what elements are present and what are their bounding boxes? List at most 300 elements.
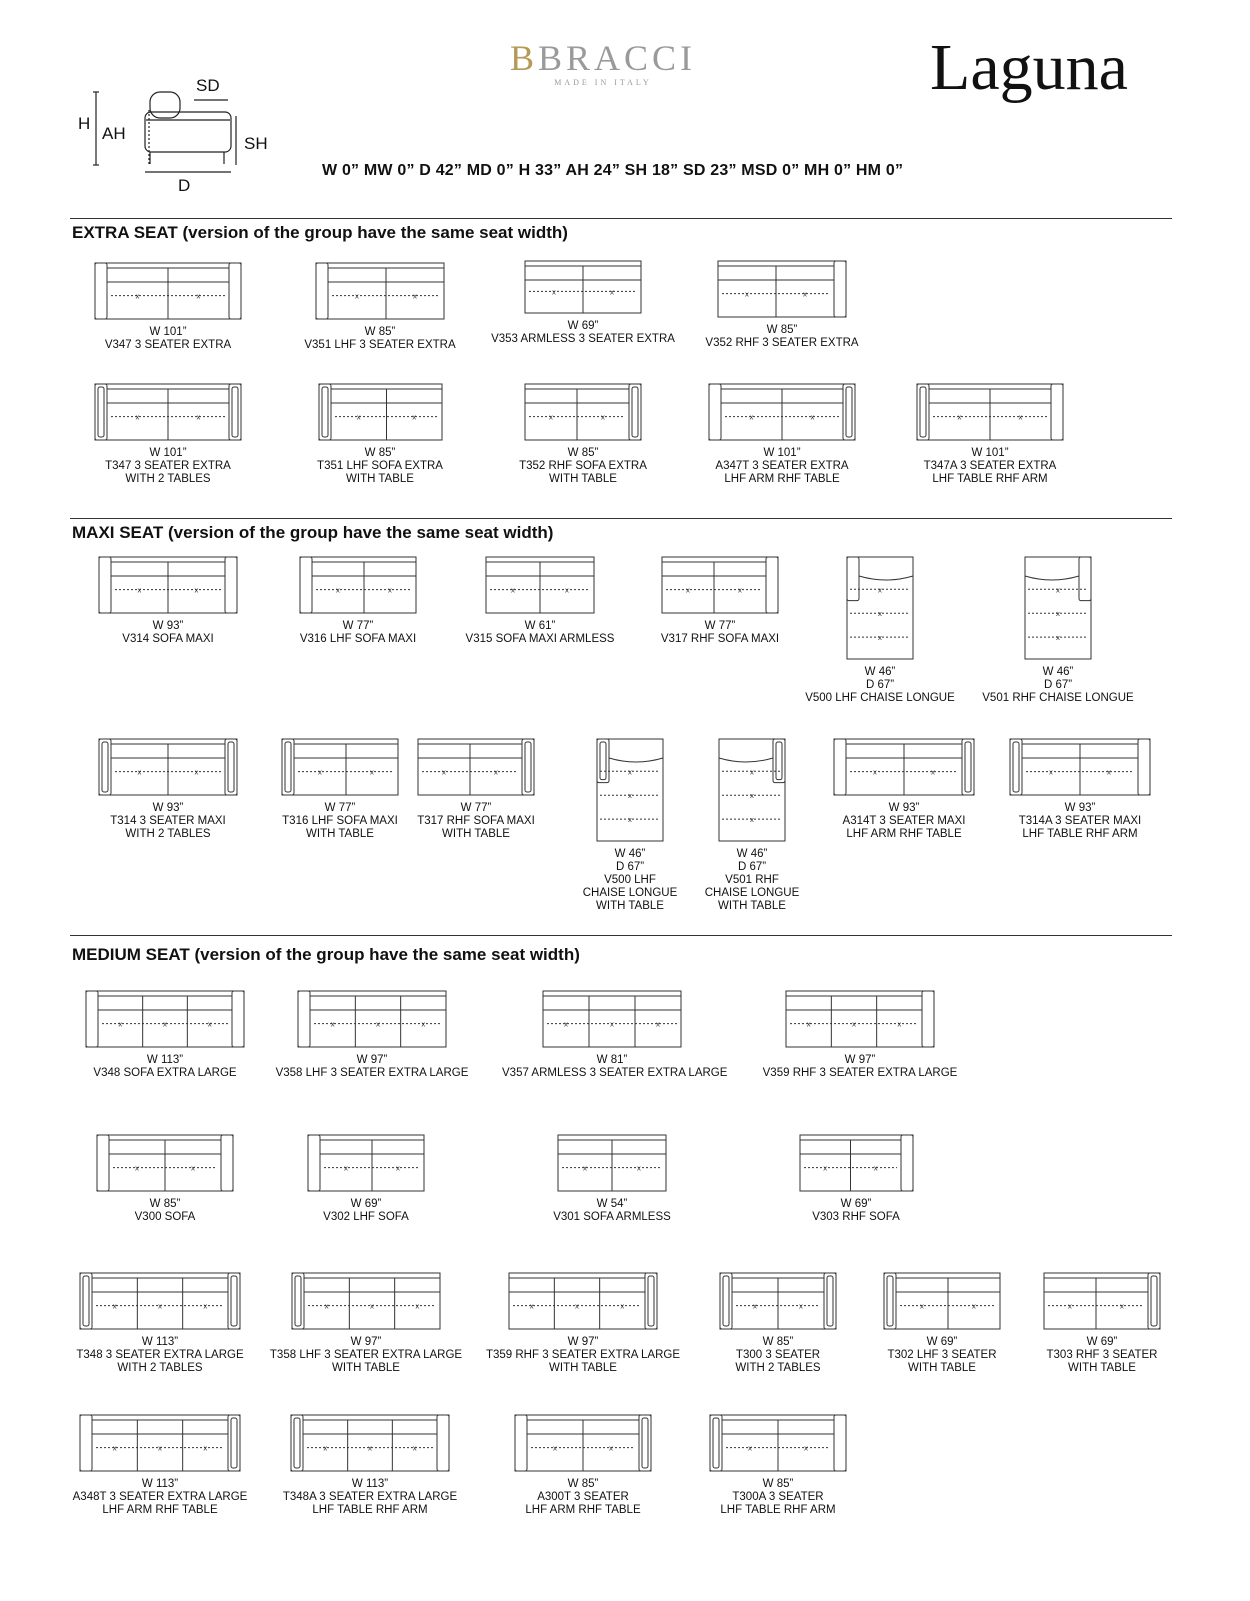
item-width: W 113” xyxy=(351,1478,389,1490)
section-title-maxi: MAXI SEAT (version of the group have the same seat width) xyxy=(72,523,554,542)
sofa-plan-icon xyxy=(299,556,417,614)
sofa-plan-icon xyxy=(709,1414,847,1472)
sofa-configuration-item xyxy=(55,1134,275,1224)
item-width: W 46” xyxy=(736,848,768,860)
svg-text:x: x xyxy=(752,1302,758,1311)
sofa-dimension-diagram xyxy=(78,76,288,200)
item-caption xyxy=(880,447,1100,486)
svg-text:x: x xyxy=(203,1444,208,1453)
item-caption xyxy=(672,324,892,350)
svg-text:x: x xyxy=(802,290,808,299)
svg-text:x: x xyxy=(749,768,755,777)
chaise-longue-plan-icon xyxy=(846,556,914,660)
sofa-plan-icon xyxy=(833,738,975,796)
sofa-configuration-item xyxy=(270,262,490,352)
item-label-line: T348A 3 SEATER EXTRA LARGE xyxy=(282,1491,458,1503)
svg-text:x: x xyxy=(194,586,199,595)
item-width: W 69” xyxy=(567,320,599,332)
item-caption xyxy=(50,1478,270,1517)
sofa-plan-icon xyxy=(661,556,779,614)
sofa-plan-icon xyxy=(524,383,642,441)
item-label-line: D 67” xyxy=(615,861,645,873)
item-width: W 85” xyxy=(567,1478,599,1490)
svg-text:x: x xyxy=(375,1020,381,1029)
item-caption xyxy=(55,1054,275,1080)
item-caption xyxy=(668,1478,888,1517)
svg-text:x: x xyxy=(551,288,557,297)
svg-text:x: x xyxy=(112,1444,117,1453)
sofa-configuration-item xyxy=(50,1414,270,1517)
sofa-plan-icon xyxy=(508,1272,658,1330)
item-width: W 69” xyxy=(350,1198,382,1210)
item-label-line: A348T 3 SEATER EXTRA LARGE xyxy=(72,1491,248,1503)
item-label-line: D 67” xyxy=(737,861,767,873)
item-label-line: V315 SOFA MAXI ARMLESS xyxy=(465,633,615,645)
sofa-plan-icon xyxy=(315,262,445,320)
item-width: W 97” xyxy=(567,1336,599,1348)
dimensions-line: W 0” MW 0” D 42” MD 0” H 33” AH 24” SH 18” SD 23” MSD 0” MH 0” HM 0” xyxy=(322,162,904,179)
item-caption xyxy=(270,326,490,352)
item-width: W 61” xyxy=(524,620,556,632)
sofa-configuration-item xyxy=(58,383,278,486)
svg-text:x: x xyxy=(877,586,883,595)
item-label-line: V300 SOFA xyxy=(134,1211,196,1223)
svg-text:x: x xyxy=(1055,634,1061,643)
item-caption xyxy=(672,447,892,486)
svg-text:x: x xyxy=(190,1164,196,1173)
svg-text:x: x xyxy=(749,413,754,422)
item-label-line: LHF TABLE RHF ARM xyxy=(312,1504,428,1516)
svg-text:x: x xyxy=(655,1020,661,1029)
svg-text:x: x xyxy=(1119,1302,1125,1311)
svg-text:x: x xyxy=(203,1302,208,1311)
item-caption xyxy=(55,1198,275,1224)
item-caption xyxy=(948,666,1168,705)
svg-text:x: x xyxy=(919,1302,925,1311)
item-width: W 85” xyxy=(762,1478,794,1490)
item-label-line: T316 LHF SOFA MAXI xyxy=(282,815,398,827)
svg-text:x: x xyxy=(897,1020,902,1029)
sofa-plan-icon xyxy=(916,383,1064,441)
item-width: W 85” xyxy=(364,447,396,459)
sofa-plan-icon xyxy=(79,1414,241,1472)
svg-text:x: x xyxy=(574,1302,580,1311)
item-caption xyxy=(473,1478,693,1517)
item-label-line: T302 LHF 3 SEATER xyxy=(887,1349,997,1361)
svg-text:x: x xyxy=(803,1444,809,1453)
sofa-configuration-item xyxy=(473,260,693,346)
item-label-line: T358 LHF 3 SEATER EXTRA LARGE xyxy=(269,1349,463,1361)
sofa-plan-icon xyxy=(542,990,682,1048)
item-width: W 46” xyxy=(864,666,896,678)
item-width: W 101” xyxy=(149,326,187,338)
svg-text:x: x xyxy=(112,1302,117,1311)
svg-text:x: x xyxy=(851,1020,857,1029)
item-label-line: WITH TABLE xyxy=(908,1362,976,1374)
item-label-line: LHF ARM RHF TABLE xyxy=(724,473,840,485)
item-label-line: WITH 2 TABLES xyxy=(735,1362,821,1374)
item-label-line: V359 RHF 3 SEATER EXTRA LARGE xyxy=(762,1067,958,1079)
item-label-line: V303 RHF SOFA xyxy=(812,1211,900,1223)
item-width: W 69” xyxy=(926,1336,958,1348)
svg-text:x: x xyxy=(822,1164,827,1173)
sofa-configuration-item xyxy=(473,1414,693,1517)
item-label-line: V500 LHF xyxy=(604,874,656,886)
item-label-line: LHF ARM RHF TABLE xyxy=(846,828,962,840)
svg-text:x: x xyxy=(877,610,883,619)
sofa-plan-icon xyxy=(785,990,935,1048)
item-label-line: WITH 2 TABLES xyxy=(125,473,211,485)
svg-text:x: x xyxy=(196,413,201,422)
sofa-plan-icon xyxy=(717,260,847,318)
svg-text:x: x xyxy=(134,1164,140,1173)
svg-text:x: x xyxy=(1048,768,1054,777)
sofa-configuration-item xyxy=(473,383,693,486)
svg-text:x: x xyxy=(877,634,883,643)
item-width: W 101” xyxy=(763,447,801,459)
item-width: W 113” xyxy=(146,1054,184,1066)
sofa-plan-icon xyxy=(1043,1272,1161,1330)
item-label-line: T352 RHF SOFA EXTRA xyxy=(519,460,647,472)
svg-text:x: x xyxy=(317,768,323,777)
item-label-line: WITH TABLE xyxy=(346,473,414,485)
sofa-plan-icon xyxy=(318,383,443,441)
item-width: W 77” xyxy=(704,620,736,632)
svg-text:x: x xyxy=(1055,610,1061,619)
svg-text:x: x xyxy=(609,288,615,297)
sofa-configuration-item xyxy=(256,1134,476,1224)
item-label-line: V317 RHF SOFA MAXI xyxy=(660,633,780,645)
svg-text:x: x xyxy=(548,413,554,422)
item-width: W 101” xyxy=(149,447,187,459)
item-label-line: T303 RHF 3 SEATER xyxy=(1046,1349,1158,1361)
sofa-configuration-item xyxy=(970,738,1190,841)
section-title-extra: EXTRA SEAT (version of the group have the same seat width) xyxy=(72,223,568,242)
sofa-plan-icon xyxy=(799,1134,914,1192)
item-caption xyxy=(750,1054,970,1080)
sofa-configuration-item xyxy=(880,383,1100,486)
item-label-line: D 67” xyxy=(1043,679,1073,691)
logo-wordmark: BBRACCI xyxy=(509,38,697,78)
item-label-line: T300 3 SEATER xyxy=(735,1349,821,1361)
item-label-line: A347T 3 SEATER EXTRA xyxy=(715,460,849,472)
svg-text:x: x xyxy=(806,1020,811,1029)
sofa-configuration-item xyxy=(992,1272,1212,1375)
sofa-plan-icon xyxy=(85,990,245,1048)
item-label-line: LHF TABLE RHF ARM xyxy=(720,1504,836,1516)
svg-text:x: x xyxy=(1067,1302,1073,1311)
item-label-line: V316 LHF SOFA MAXI xyxy=(299,633,417,645)
sofa-plan-icon xyxy=(291,1272,441,1330)
svg-text:x: x xyxy=(744,290,750,299)
item-label-line: A300T 3 SEATER xyxy=(537,1491,629,1503)
item-label-line: T359 RHF 3 SEATER EXTRA LARGE xyxy=(485,1349,681,1361)
svg-text:x: x xyxy=(157,1444,163,1453)
item-width: W 77” xyxy=(342,620,374,632)
svg-text:x: x xyxy=(873,1164,878,1173)
svg-text:x: x xyxy=(412,1444,417,1453)
item-width: W 85” xyxy=(567,447,599,459)
svg-text:x: x xyxy=(957,413,962,422)
brand-logo xyxy=(498,40,708,87)
sofa-plan-icon xyxy=(708,383,856,441)
item-label-line: V314 SOFA MAXI xyxy=(122,633,214,645)
sofa-configuration-item xyxy=(750,990,970,1080)
svg-text:x: x xyxy=(493,768,499,777)
svg-text:x: x xyxy=(749,792,755,801)
svg-text:x: x xyxy=(529,1302,534,1311)
sofa-configuration-item xyxy=(746,1134,966,1224)
svg-text:x: x xyxy=(395,1164,401,1173)
item-label-line: LHF ARM RHF TABLE xyxy=(102,1504,218,1516)
svg-text:x: x xyxy=(620,1302,625,1311)
item-width: W 113” xyxy=(141,1336,179,1348)
svg-text:x: x xyxy=(196,292,201,301)
item-width: W 46” xyxy=(1042,666,1074,678)
sofa-configuration-item xyxy=(270,383,490,486)
item-width: W 97” xyxy=(356,1054,388,1066)
svg-text:x: x xyxy=(135,413,140,422)
sofa-configuration-item xyxy=(672,260,892,350)
svg-text:x: x xyxy=(354,292,360,301)
item-width: W 97” xyxy=(844,1054,876,1066)
svg-text:x: x xyxy=(971,1302,977,1311)
svg-text:x: x xyxy=(747,1444,753,1453)
sofa-configuration-item xyxy=(668,1414,888,1517)
sofa-configuration-item xyxy=(50,1272,270,1375)
item-label-line: V501 RHF xyxy=(725,874,779,886)
svg-text:x: x xyxy=(387,586,393,595)
svg-text:x: x xyxy=(627,792,633,801)
sofa-plan-icon xyxy=(514,1414,652,1472)
svg-text:x: x xyxy=(356,413,361,422)
svg-text:x: x xyxy=(564,586,570,595)
svg-text:x: x xyxy=(194,768,199,777)
svg-text:x: x xyxy=(335,586,341,595)
item-width: W 85” xyxy=(762,1336,794,1348)
sofa-plan-icon xyxy=(79,1272,241,1330)
h-label: H xyxy=(78,114,91,133)
svg-text:x: x xyxy=(552,1444,558,1453)
svg-text:x: x xyxy=(1055,586,1061,595)
item-caption xyxy=(256,1198,476,1224)
item-caption xyxy=(256,1336,476,1375)
svg-text:x: x xyxy=(367,1444,373,1453)
svg-text:x: x xyxy=(930,768,936,777)
sofa-plan-icon xyxy=(883,1272,1001,1330)
sofa-configuration-item xyxy=(262,990,482,1080)
item-label-line: LHF TABLE RHF ARM xyxy=(932,473,1048,485)
section-title-medium: MEDIUM SEAT (version of the group have the same seat width) xyxy=(72,945,580,964)
svg-text:x: x xyxy=(415,1302,420,1311)
item-label-line: T300A 3 SEATER xyxy=(732,1491,824,1503)
item-label-line: T314 3 SEATER MAXI xyxy=(110,815,226,827)
item-caption xyxy=(970,802,1190,841)
item-caption xyxy=(502,1054,728,1080)
chaise-longue-plan-icon xyxy=(1024,556,1092,660)
svg-text:x: x xyxy=(441,768,447,777)
item-caption xyxy=(270,447,490,486)
item-label-line: WITH TABLE xyxy=(332,1362,400,1374)
svg-text:x: x xyxy=(369,1302,375,1311)
logo-tagline: MADE IN ITALY xyxy=(554,78,652,87)
svg-text:x: x xyxy=(369,768,375,777)
svg-text:x: x xyxy=(207,1020,212,1029)
svg-text:x: x xyxy=(412,292,418,301)
item-caption xyxy=(58,447,278,486)
svg-text:x: x xyxy=(137,586,142,595)
sofa-plan-icon xyxy=(96,1134,234,1192)
item-label-line: V353 ARMLESS 3 SEATER EXTRA xyxy=(491,333,675,345)
section-divider xyxy=(70,218,1172,219)
item-width: W 77” xyxy=(324,802,356,814)
svg-text:x: x xyxy=(810,413,815,422)
svg-text:x: x xyxy=(157,1302,163,1311)
item-caption xyxy=(473,1336,693,1375)
svg-text:x: x xyxy=(563,1020,569,1029)
sofa-plan-icon xyxy=(1009,738,1151,796)
svg-text:x: x xyxy=(609,1020,615,1029)
item-label-line: WITH TABLE xyxy=(718,900,786,912)
item-label-line: WITH TABLE xyxy=(549,1362,617,1374)
sofa-configuration-item xyxy=(473,1272,693,1375)
svg-text:x: x xyxy=(627,816,633,825)
svg-text:x: x xyxy=(636,1164,642,1173)
svg-text:x: x xyxy=(582,1164,588,1173)
item-label-line: CHAISE LONGUE xyxy=(704,887,800,899)
d-label: D xyxy=(178,176,191,195)
svg-text:x: x xyxy=(330,1020,335,1029)
sofa-configuration-item xyxy=(55,990,275,1080)
item-label-line: WITH TABLE xyxy=(1068,1362,1136,1374)
item-label-line: LHF TABLE RHF ARM xyxy=(1022,828,1138,840)
item-label-line: V348 SOFA EXTRA LARGE xyxy=(93,1067,237,1079)
sofa-plan-icon xyxy=(94,383,242,441)
item-width: W 77” xyxy=(460,802,492,814)
sofa-configuration-item xyxy=(502,990,728,1080)
item-width: W 54” xyxy=(596,1198,628,1210)
sofa-configuration-item xyxy=(260,1414,480,1517)
sofa-configuration-item xyxy=(948,556,1168,705)
item-caption xyxy=(992,1336,1212,1375)
item-width: W 93” xyxy=(888,802,920,814)
svg-text:x: x xyxy=(137,768,142,777)
item-caption xyxy=(50,1336,270,1375)
item-caption xyxy=(260,1478,480,1517)
svg-text:x: x xyxy=(608,1444,614,1453)
item-label-line: V500 LHF CHAISE LONGUE xyxy=(805,692,955,704)
sofa-plan-icon xyxy=(98,738,238,796)
sofa-plan-icon xyxy=(307,1134,425,1192)
item-width: W 69” xyxy=(840,1198,872,1210)
item-label-line: WITH TABLE xyxy=(442,828,510,840)
item-width: W 93” xyxy=(152,620,184,632)
sofa-plan-icon xyxy=(557,1134,667,1192)
svg-text:x: x xyxy=(324,1302,329,1311)
sh-label: SH xyxy=(244,134,268,153)
sofa-plan-icon xyxy=(719,1272,837,1330)
svg-text:x: x xyxy=(118,1020,123,1029)
item-caption xyxy=(58,326,278,352)
sofa-configuration-item xyxy=(58,556,278,646)
item-width: W 81” xyxy=(596,1054,628,1066)
svg-text:x: x xyxy=(421,1020,426,1029)
item-width: W 85” xyxy=(149,1198,181,1210)
svg-text:x: x xyxy=(627,768,633,777)
svg-text:x: x xyxy=(135,292,140,301)
svg-text:x: x xyxy=(749,816,755,825)
item-label-line: WITH TABLE xyxy=(596,900,664,912)
item-label-line: V357 ARMLESS 3 SEATER EXTRA LARGE xyxy=(502,1067,728,1079)
item-label-line: T314A 3 SEATER MAXI xyxy=(1018,815,1142,827)
item-label-line: V501 RHF CHAISE LONGUE xyxy=(982,692,1134,704)
section-divider xyxy=(70,518,1172,519)
item-label-line: T351 LHF SOFA EXTRA xyxy=(317,460,443,472)
item-width: W 101” xyxy=(971,447,1009,459)
item-label-line: T347 3 SEATER EXTRA xyxy=(105,460,231,472)
item-label-line: V347 3 SEATER EXTRA xyxy=(104,339,232,351)
item-width: W 97” xyxy=(350,1336,382,1348)
chaise-longue-plan-icon xyxy=(718,738,786,842)
item-width: W 69” xyxy=(1086,1336,1118,1348)
svg-text:x: x xyxy=(411,413,416,422)
item-width: W 85” xyxy=(766,324,798,336)
sofa-plan-icon xyxy=(297,990,447,1048)
item-label-line: WITH TABLE xyxy=(549,473,617,485)
item-label-line: V352 RHF 3 SEATER EXTRA xyxy=(705,337,859,349)
item-label-line: V301 SOFA ARMLESS xyxy=(553,1211,671,1223)
collection-title: Laguna xyxy=(930,31,1128,104)
svg-text:x: x xyxy=(1106,768,1112,777)
svg-text:x: x xyxy=(510,586,516,595)
item-label-line: WITH 2 TABLES xyxy=(117,1362,203,1374)
sofa-plan-icon xyxy=(524,260,642,314)
sofa-plan-icon xyxy=(290,1414,450,1472)
item-caption xyxy=(502,1198,722,1224)
sofa-plan-icon xyxy=(417,738,535,796)
item-caption xyxy=(746,1198,966,1224)
item-label-line: LHF ARM RHF TABLE xyxy=(525,1504,641,1516)
item-label-line: D 67” xyxy=(865,679,895,691)
item-caption xyxy=(473,447,693,486)
svg-text:x: x xyxy=(600,413,606,422)
item-width: W 93” xyxy=(152,802,184,814)
sofa-configuration-item xyxy=(58,262,278,352)
item-caption xyxy=(262,1054,482,1080)
item-label-line: T317 RHF SOFA MAXI xyxy=(417,815,535,827)
svg-text:x: x xyxy=(798,1302,804,1311)
svg-text:x: x xyxy=(162,1020,168,1029)
svg-text:x: x xyxy=(872,768,878,777)
svg-text:x: x xyxy=(343,1164,349,1173)
item-label-line: T348 3 SEATER EXTRA LARGE xyxy=(76,1349,244,1361)
svg-text:x: x xyxy=(323,1444,328,1453)
item-width: W 46” xyxy=(614,848,646,860)
svg-text:x: x xyxy=(737,586,743,595)
item-label-line: T347A 3 SEATER EXTRA xyxy=(923,460,1057,472)
sofa-configuration-item xyxy=(256,1272,476,1375)
item-caption xyxy=(473,320,693,346)
item-label-line: CHAISE LONGUE xyxy=(582,887,678,899)
item-label-line: V302 LHF SOFA xyxy=(323,1211,409,1223)
item-label-line: A314T 3 SEATER MAXI xyxy=(842,815,966,827)
item-caption xyxy=(642,848,862,913)
sofa-plan-icon xyxy=(94,262,242,320)
item-width: W 113” xyxy=(141,1478,179,1490)
ah-label: AH xyxy=(102,124,126,143)
sofa-plan-icon xyxy=(98,556,238,614)
item-label-line: V351 LHF 3 SEATER EXTRA xyxy=(304,339,456,351)
